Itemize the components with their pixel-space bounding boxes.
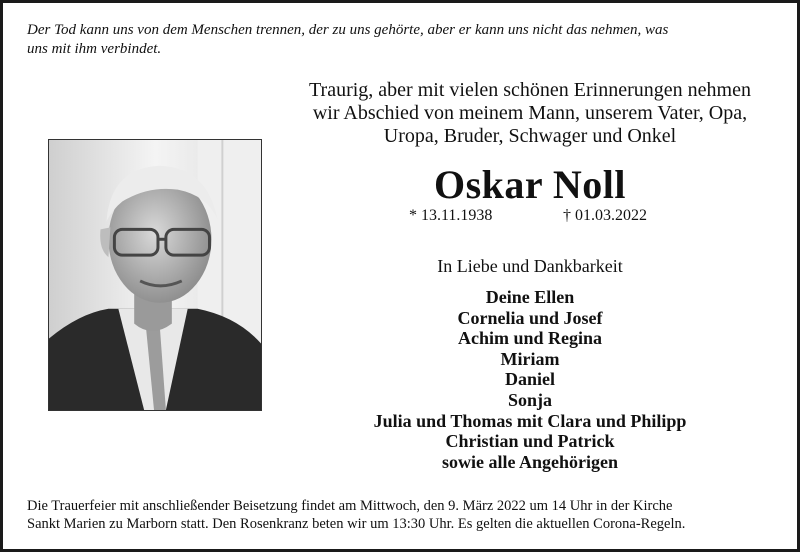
mourner-line: Sonja [507, 389, 552, 410]
intro-text [290, 79, 770, 148]
mourner-line: Miriam [500, 348, 560, 369]
intro-line-3: Uropa, Bruder, Schwager und Onkel [383, 125, 677, 147]
mourner-line: Cornelia und Josef [457, 307, 603, 328]
quote-line-2: uns mit ihm verbindet. [27, 41, 162, 57]
deceased-name: Oskar Noll [433, 162, 627, 207]
mourner-line: Deine Ellen [485, 287, 575, 307]
mourner-line: Daniel [504, 369, 555, 390]
quote-line-1: Der Tod kann uns von dem Menschen trennen, der zu uns gehörte, aber er kann uns nicht das nehmen, was [27, 22, 669, 38]
mourner-line: Julia und Thomas mit Clara und Philipp [373, 410, 687, 431]
death-date: † 01.03.2022 [563, 207, 647, 224]
mourner-line: Achim und Regina [457, 328, 603, 349]
funeral-info-line-1: Die Trauerfeier mit anschließender Beisetzung findet am Mittwoch, den 9. März 2022 um 14 Uhr in der Kirche [27, 498, 673, 514]
intro-line-2: wir Abschied von meinem Mann, unserem Vater, Opa, [312, 102, 748, 124]
closing-phrase: In Liebe und Dankbarkeit [437, 256, 623, 276]
funeral-info [27, 497, 787, 533]
mourner-line: Christian und Patrick [445, 431, 615, 452]
mourners-list [330, 287, 730, 472]
portrait-photo [48, 139, 262, 411]
funeral-info-line-2: Sankt Marien zu Marborn statt. Den Rosenkranz beten wir um 13:30 Uhr. Es gelten die aktuellen Corona-Regeln. [27, 516, 686, 532]
birth-date: * 13.11.1938 [409, 207, 493, 224]
mourner-line: sowie alle Angehörigen [442, 451, 618, 472]
memorial-quote [27, 21, 767, 59]
portrait-image [49, 140, 261, 410]
intro-line-1: Traurig, aber mit vielen schönen Erinnerungen nehmen [309, 79, 751, 101]
